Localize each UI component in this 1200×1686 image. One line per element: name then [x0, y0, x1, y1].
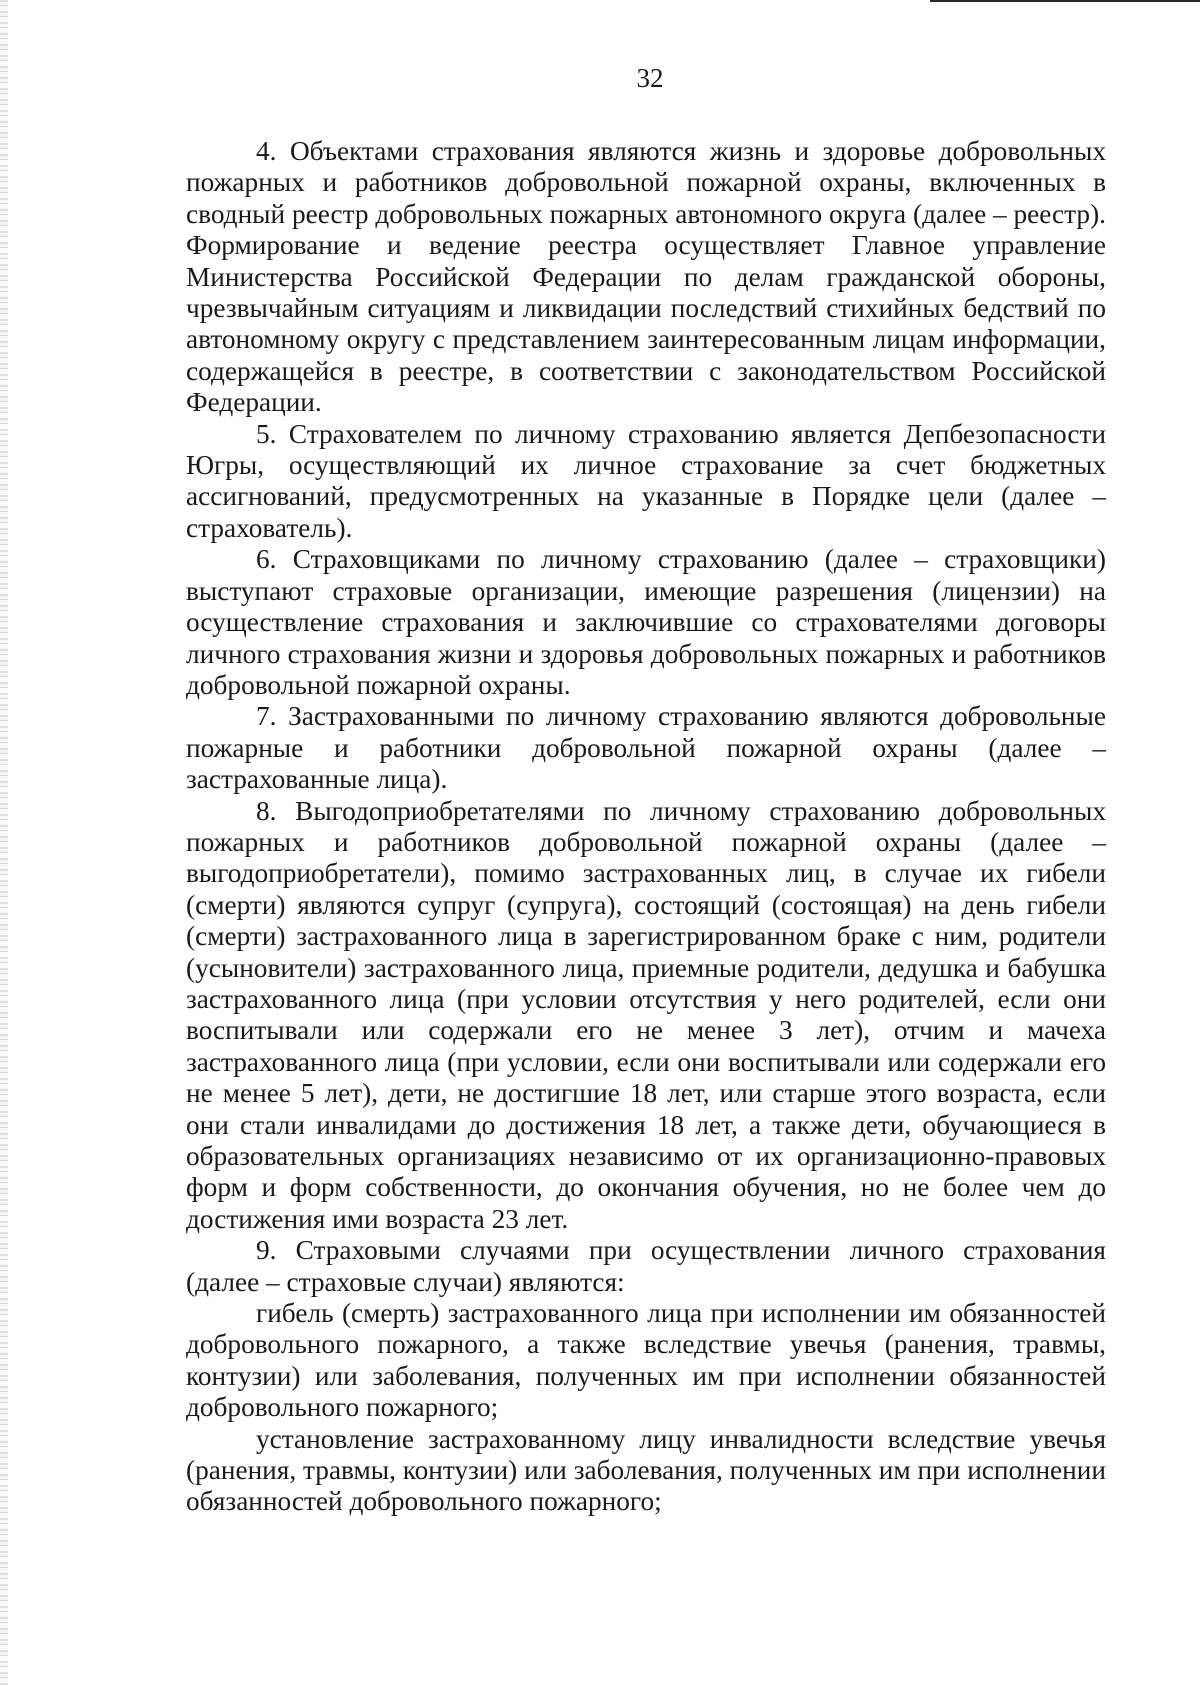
paragraph-insurers: 6. Страховщиками по личному страхованию (далее – страховщики) выступают страховые организации, имеющие разрешения (лицензии) на осуществление страхования и заключившие со страхователями договоры личного страхования жизни и здоровья добровольных пожарных и работников добровольной пожарной охраны. [186, 544, 1106, 700]
scan-left-edge [0, 0, 8, 1686]
paragraph-insured-events: 9. Страховыми случаями при осуществлении личного страхования (далее – страховые случаи) являются: [186, 1235, 1106, 1297]
paragraph-policyholder: 5. Страхователем по личному страхованию является Депбезопасности Югры, осуществляющий их личное страхование за счет бюджетных ассигнований, предусмотренных на указанные в Порядке цели (далее – страхователь). [186, 418, 1106, 543]
top-border-line [930, 0, 1200, 2]
document-body [186, 136, 1106, 1518]
paragraph-beneficiaries: 8. Выгодоприобретателями по личному страхованию добровольных пожарных и работников добровольной пожарной охраны (далее – выгодоприобретатели), помимо застрахованных лиц, в случае их гибели (смерти) являются супруг (супруга), состоящий (состоящая) на день гибели (смерти) застрахованного лица в зарегистрированном браке с ним, родители (усыновители) застрахованного лица, приемные родители, дедушка и бабушка застрахованного лица (при условии отсутствия у него родителей, если они воспитывали или содержали его не менее 3 лет), отчим и мачеха застрахованного лица (при условии, если они воспитывали или содержали его не менее 5 лет), дети, не достигшие 18 лет, или старше этого возраста, если они стали инвалидами до достижения 18 лет, а также дети, обучающиеся в образовательных организациях независимо от их организационно-правовых форм и форм собственности, до окончания обучения, но не более чем до достижения ими возраста 23 лет. [186, 795, 1106, 1234]
paragraph-event-disability: установление застрахованному лицу инвалидности вследствие увечья (ранения, травмы, контузии) или заболевания, полученных им при исполнении обязанностей добровольного пожарного; [186, 1423, 1106, 1517]
paragraph-event-death: гибель (смерть) застрахованного лица при исполнении им обязанностей добровольного пожарного, а также вследствие увечья (ранения, травмы, контузии) или заболевания, полученных им при исполнении обязанностей добровольного пожарного; [186, 1298, 1106, 1423]
paragraph-insured-persons: 7. Застрахованными по личному страхованию являются добровольные пожарные и работники добровольной пожарной охраны (далее – застрахованные лица). [186, 701, 1106, 795]
page-number: 32 [636, 63, 664, 93]
paragraph-objects-of-insurance: 4. Объектами страхования являются жизнь и здоровье добровольных пожарных и работников добровольной пожарной охраны, включенных в сводный реестр добровольных пожарных автономного округа (далее – реестр). Формирование и ведение реестра осуществляет Главное управление Министерства Российской Федерации по делам гражданской обороны, чрезвычайным ситуациям и ликвидации последствий стихийных бедствий по автономному округу с представлением заинтересованным лицам информации, содержащейся в реестре, в соответствии с законодательством Российской Федерации. [186, 136, 1106, 418]
